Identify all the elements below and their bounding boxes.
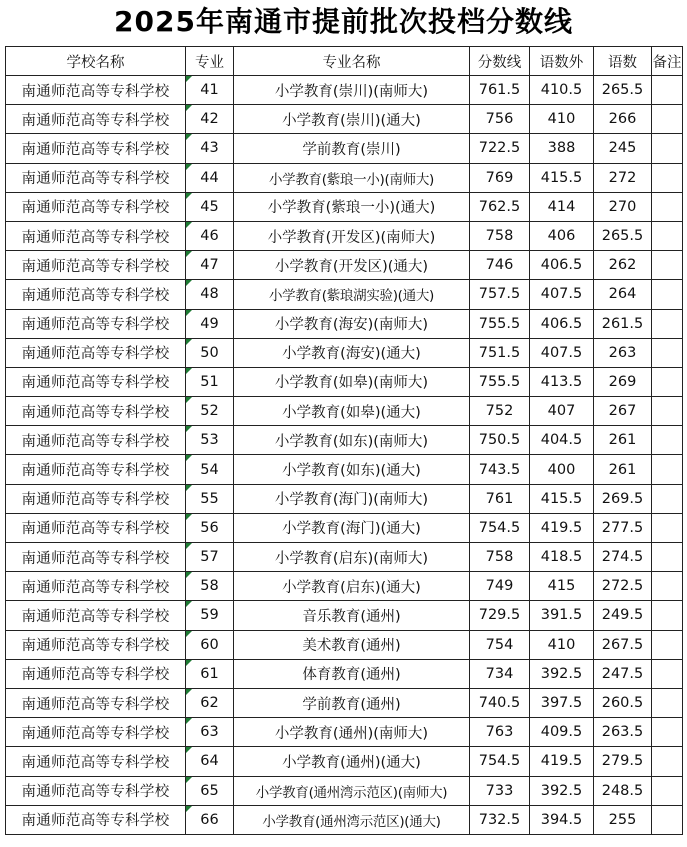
cell-score: 733	[470, 776, 530, 805]
cell-non-chinese: 415.5	[530, 484, 594, 513]
cell-major: 小学教育(海安)(南师大)	[234, 309, 470, 338]
cell-chinese-math: 255	[594, 805, 652, 834]
cell-note	[652, 192, 683, 221]
cell-note	[652, 747, 683, 776]
cell-major: 小学教育(紫琅一小)(南师大)	[234, 163, 470, 192]
cell-major: 体育教育(通州)	[234, 659, 470, 688]
cell-major: 小学教育(开发区)(通大)	[234, 251, 470, 280]
cell-chinese-math: 270	[594, 192, 652, 221]
cell-code: 57	[186, 543, 234, 572]
cell-code: 47	[186, 251, 234, 280]
cell-score: 761	[470, 484, 530, 513]
cell-major: 音乐教育(通州)	[234, 601, 470, 630]
table-row	[6, 805, 683, 834]
cell-score: 752	[470, 397, 530, 426]
cell-school: 南通师范高等专科学校	[6, 659, 186, 688]
cell-score: 754	[470, 630, 530, 659]
cell-score: 758	[470, 543, 530, 572]
cell-note	[652, 776, 683, 805]
cell-non-chinese: 407.5	[530, 338, 594, 367]
cell-non-chinese: 413.5	[530, 367, 594, 396]
cell-non-chinese: 418.5	[530, 543, 594, 572]
cell-non-chinese: 404.5	[530, 426, 594, 455]
cell-non-chinese: 394.5	[530, 805, 594, 834]
cell-school: 南通师范高等专科学校	[6, 280, 186, 309]
cell-school: 南通师范高等专科学校	[6, 484, 186, 513]
cell-score: 755.5	[470, 309, 530, 338]
cell-note	[652, 309, 683, 338]
cell-code: 48	[186, 280, 234, 309]
cell-chinese-math: 265.5	[594, 76, 652, 105]
cell-note	[652, 163, 683, 192]
cell-major: 小学教育(开发区)(南师大)	[234, 221, 470, 250]
cell-note	[652, 397, 683, 426]
table-row	[6, 309, 683, 338]
table-row	[6, 572, 683, 601]
cell-chinese-math: 262	[594, 251, 652, 280]
table-body	[6, 76, 683, 835]
cell-school: 南通师范高等专科学校	[6, 221, 186, 250]
cell-chinese-math: 274.5	[594, 543, 652, 572]
header-school: 学校名称	[6, 47, 186, 76]
cell-code: 65	[186, 776, 234, 805]
table-row	[6, 718, 683, 747]
cell-major: 小学教育(崇川)(南师大)	[234, 76, 470, 105]
cell-school: 南通师范高等专科学校	[6, 76, 186, 105]
cell-major: 小学教育(海门)(南师大)	[234, 484, 470, 513]
cell-chinese-math: 277.5	[594, 513, 652, 542]
cell-note	[652, 659, 683, 688]
cell-note	[652, 601, 683, 630]
cell-major: 小学教育(如东)(通大)	[234, 455, 470, 484]
cell-school: 南通师范高等专科学校	[6, 513, 186, 542]
cell-code: 60	[186, 630, 234, 659]
cell-major: 小学教育(通州)(通大)	[234, 747, 470, 776]
cell-school: 南通师范高等专科学校	[6, 251, 186, 280]
cell-code: 59	[186, 601, 234, 630]
table-row	[6, 426, 683, 455]
cell-chinese-math: 245	[594, 134, 652, 163]
cell-school: 南通师范高等专科学校	[6, 134, 186, 163]
cell-school: 南通师范高等专科学校	[6, 747, 186, 776]
cell-score: 751.5	[470, 338, 530, 367]
cell-chinese-math: 265.5	[594, 221, 652, 250]
header-note: 备注	[652, 47, 683, 76]
cell-non-chinese: 407.5	[530, 280, 594, 309]
cell-code: 54	[186, 455, 234, 484]
cell-note	[652, 280, 683, 309]
cell-school: 南通师范高等专科学校	[6, 338, 186, 367]
cell-score: 757.5	[470, 280, 530, 309]
cell-chinese-math: 249.5	[594, 601, 652, 630]
cell-non-chinese: 400	[530, 455, 594, 484]
cell-non-chinese: 415.5	[530, 163, 594, 192]
cell-school: 南通师范高等专科学校	[6, 601, 186, 630]
header-score: 分数线	[470, 47, 530, 76]
cell-chinese-math: 269.5	[594, 484, 652, 513]
cell-note	[652, 426, 683, 455]
cell-non-chinese: 397.5	[530, 688, 594, 717]
table-row	[6, 134, 683, 163]
table-row	[6, 397, 683, 426]
cell-code: 51	[186, 367, 234, 396]
cell-note	[652, 688, 683, 717]
header-non-chinese: 语数外	[530, 47, 594, 76]
cell-non-chinese: 391.5	[530, 601, 594, 630]
cell-school: 南通师范高等专科学校	[6, 630, 186, 659]
table-row	[6, 543, 683, 572]
cell-major: 小学教育(如皋)(通大)	[234, 397, 470, 426]
cell-school: 南通师范高等专科学校	[6, 543, 186, 572]
cell-chinese-math: 261.5	[594, 309, 652, 338]
cell-score: 734	[470, 659, 530, 688]
cell-chinese-math: 266	[594, 105, 652, 134]
cell-score: 762.5	[470, 192, 530, 221]
cell-score: 761.5	[470, 76, 530, 105]
header-chinese-math: 语数	[594, 47, 652, 76]
cell-school: 南通师范高等专科学校	[6, 105, 186, 134]
cell-non-chinese: 419.5	[530, 513, 594, 542]
table-row	[6, 630, 683, 659]
table-row	[6, 367, 683, 396]
cell-non-chinese: 392.5	[530, 659, 594, 688]
cell-code: 61	[186, 659, 234, 688]
cell-non-chinese: 407	[530, 397, 594, 426]
cell-score: 746	[470, 251, 530, 280]
table-row	[6, 601, 683, 630]
cell-code: 52	[186, 397, 234, 426]
cell-chinese-math: 261	[594, 455, 652, 484]
cell-school: 南通师范高等专科学校	[6, 367, 186, 396]
table-header-row	[6, 47, 683, 76]
cell-code: 56	[186, 513, 234, 542]
cell-major: 小学教育(如皋)(南师大)	[234, 367, 470, 396]
cell-non-chinese: 419.5	[530, 747, 594, 776]
cell-note	[652, 455, 683, 484]
table-row	[6, 776, 683, 805]
cell-major: 小学教育(启东)(通大)	[234, 572, 470, 601]
cell-code: 45	[186, 192, 234, 221]
cell-major: 小学教育(紫琅一小)(通大)	[234, 192, 470, 221]
cell-code: 42	[186, 105, 234, 134]
table-row	[6, 747, 683, 776]
cell-non-chinese: 409.5	[530, 718, 594, 747]
cell-non-chinese: 410.5	[530, 76, 594, 105]
cell-score: 743.5	[470, 455, 530, 484]
cell-school: 南通师范高等专科学校	[6, 805, 186, 834]
cell-code: 46	[186, 221, 234, 250]
table-row	[6, 338, 683, 367]
cell-school: 南通师范高等专科学校	[6, 688, 186, 717]
table-row	[6, 688, 683, 717]
cell-chinese-math: 260.5	[594, 688, 652, 717]
cell-note	[652, 543, 683, 572]
cell-note	[652, 572, 683, 601]
cell-code: 66	[186, 805, 234, 834]
cell-code: 63	[186, 718, 234, 747]
cell-chinese-math: 272	[594, 163, 652, 192]
cell-score: 722.5	[470, 134, 530, 163]
cell-score: 769	[470, 163, 530, 192]
cell-major: 小学教育(启东)(南师大)	[234, 543, 470, 572]
cell-code: 58	[186, 572, 234, 601]
cell-note	[652, 367, 683, 396]
cell-score: 755.5	[470, 367, 530, 396]
cell-chinese-math: 261	[594, 426, 652, 455]
table-row	[6, 221, 683, 250]
cell-code: 41	[186, 76, 234, 105]
cell-chinese-math: 267	[594, 397, 652, 426]
cell-non-chinese: 406.5	[530, 309, 594, 338]
header-code: 专业	[186, 47, 234, 76]
table-row	[6, 105, 683, 134]
cell-major: 小学教育(通州湾示范区)(通大)	[234, 805, 470, 834]
cell-score: 740.5	[470, 688, 530, 717]
cell-chinese-math: 272.5	[594, 572, 652, 601]
table-row	[6, 280, 683, 309]
cell-score: 754.5	[470, 513, 530, 542]
table-row	[6, 76, 683, 105]
cell-note	[652, 484, 683, 513]
cell-chinese-math: 269	[594, 367, 652, 396]
cell-non-chinese: 410	[530, 105, 594, 134]
cell-code: 44	[186, 163, 234, 192]
cell-non-chinese: 406.5	[530, 251, 594, 280]
cell-note	[652, 221, 683, 250]
table-row	[6, 484, 683, 513]
cell-school: 南通师范高等专科学校	[6, 776, 186, 805]
cell-school: 南通师范高等专科学校	[6, 397, 186, 426]
cell-chinese-math: 248.5	[594, 776, 652, 805]
cell-non-chinese: 388	[530, 134, 594, 163]
cell-major: 小学教育(如东)(南师大)	[234, 426, 470, 455]
cell-chinese-math: 247.5	[594, 659, 652, 688]
cell-code: 50	[186, 338, 234, 367]
cell-score: 750.5	[470, 426, 530, 455]
cell-school: 南通师范高等专科学校	[6, 426, 186, 455]
table-row	[6, 455, 683, 484]
cell-code: 64	[186, 747, 234, 776]
cell-major: 学前教育(通州)	[234, 688, 470, 717]
cell-school: 南通师范高等专科学校	[6, 192, 186, 221]
table-row	[6, 513, 683, 542]
cell-score: 758	[470, 221, 530, 250]
cell-code: 62	[186, 688, 234, 717]
cell-note	[652, 76, 683, 105]
cell-chinese-math: 263	[594, 338, 652, 367]
cell-major: 小学教育(崇川)(通大)	[234, 105, 470, 134]
cell-major: 小学教育(海门)(通大)	[234, 513, 470, 542]
table-row	[6, 659, 683, 688]
cell-score: 756	[470, 105, 530, 134]
cell-note	[652, 630, 683, 659]
cell-note	[652, 338, 683, 367]
cell-code: 49	[186, 309, 234, 338]
cell-non-chinese: 414	[530, 192, 594, 221]
cell-school: 南通师范高等专科学校	[6, 163, 186, 192]
cell-major: 小学教育(通州湾示范区)(南师大)	[234, 776, 470, 805]
cell-score: 763	[470, 718, 530, 747]
cell-major: 小学教育(海安)(通大)	[234, 338, 470, 367]
table-row	[6, 163, 683, 192]
header-major: 专业名称	[234, 47, 470, 76]
cell-non-chinese: 392.5	[530, 776, 594, 805]
cell-chinese-math: 263.5	[594, 718, 652, 747]
cell-score: 732.5	[470, 805, 530, 834]
cell-note	[652, 718, 683, 747]
cell-major: 美术教育(通州)	[234, 630, 470, 659]
cell-note	[652, 105, 683, 134]
cell-non-chinese: 406	[530, 221, 594, 250]
cell-note	[652, 134, 683, 163]
cell-code: 43	[186, 134, 234, 163]
cell-school: 南通师范高等专科学校	[6, 455, 186, 484]
cell-note	[652, 805, 683, 834]
cell-chinese-math: 267.5	[594, 630, 652, 659]
cell-score: 754.5	[470, 747, 530, 776]
cell-non-chinese: 415	[530, 572, 594, 601]
table-row	[6, 192, 683, 221]
table-row	[6, 251, 683, 280]
cell-code: 55	[186, 484, 234, 513]
cell-code: 53	[186, 426, 234, 455]
cell-major: 小学教育(紫琅湖实验)(通大)	[234, 280, 470, 309]
cell-school: 南通师范高等专科学校	[6, 309, 186, 338]
cell-major: 学前教育(崇川)	[234, 134, 470, 163]
cell-major: 小学教育(通州)(南师大)	[234, 718, 470, 747]
cell-school: 南通师范高等专科学校	[6, 572, 186, 601]
cell-score: 749	[470, 572, 530, 601]
page-title: 2025年南通市提前批次投档分数线	[114, 5, 573, 38]
cell-note	[652, 251, 683, 280]
cell-score: 729.5	[470, 601, 530, 630]
score-table	[5, 46, 683, 835]
cell-non-chinese: 410	[530, 630, 594, 659]
cell-chinese-math: 279.5	[594, 747, 652, 776]
cell-chinese-math: 264	[594, 280, 652, 309]
cell-note	[652, 513, 683, 542]
cell-school: 南通师范高等专科学校	[6, 718, 186, 747]
